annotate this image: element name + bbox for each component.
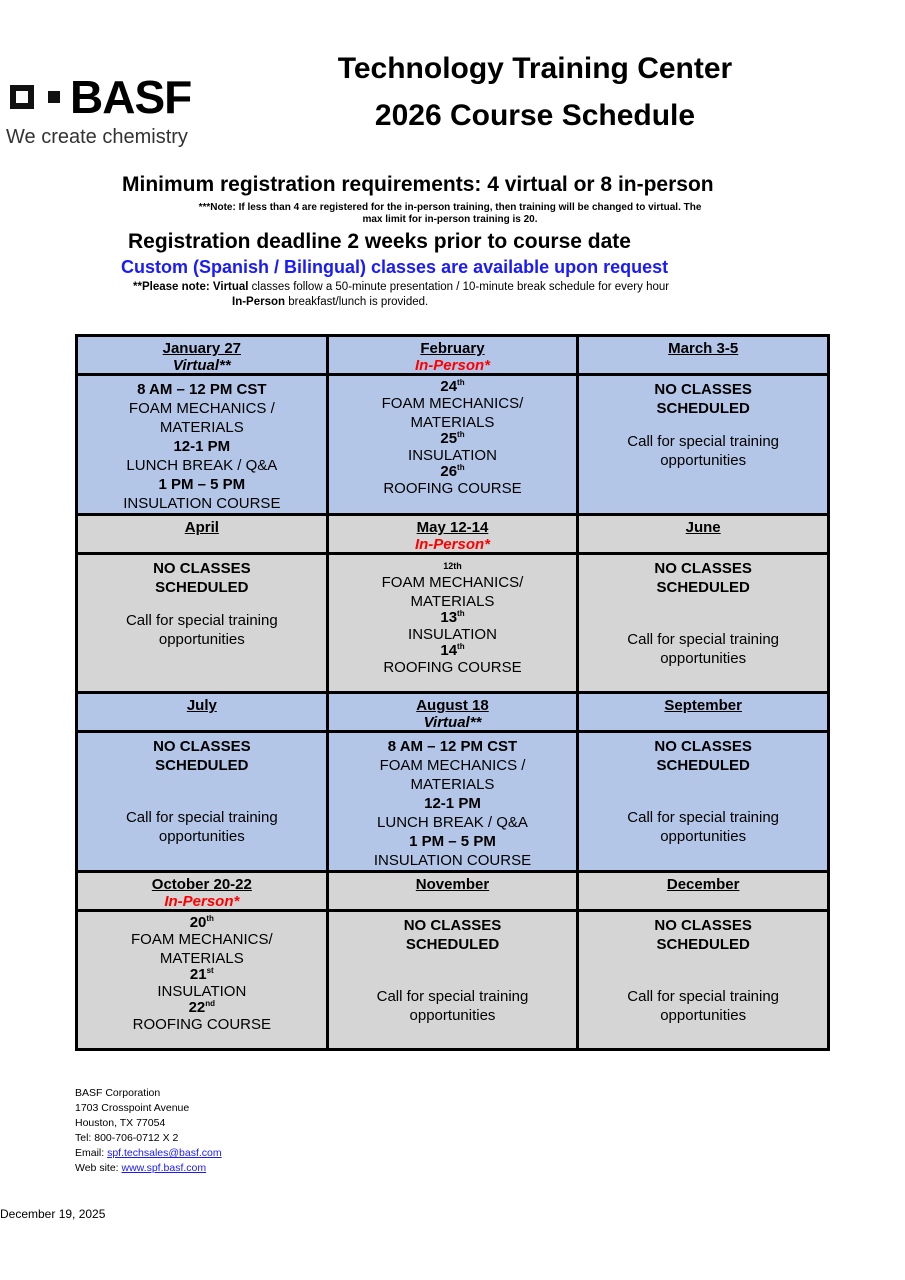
no-classes-label: SCHEDULED (656, 400, 750, 417)
month-title: March 3-5 (668, 340, 739, 357)
no-classes-label: NO CLASSES (654, 917, 752, 934)
table-row (77, 911, 829, 1050)
day-label: 25th (440, 430, 465, 447)
course-name: INSULATION (157, 983, 247, 1000)
registration-note (115, 202, 785, 226)
registration-deadline: Registration deadline 2 weeks prior to course date (128, 230, 631, 253)
no-classes-label: SCHEDULED (405, 936, 500, 953)
course-name: INSULATION (408, 447, 497, 464)
call-note: Call for special training (125, 809, 278, 826)
table-row (77, 693, 829, 732)
website-line (75, 1161, 222, 1176)
month-cell-december (578, 872, 829, 911)
note-line-2: max limit for in-person training is 20. (362, 214, 538, 225)
virtual-text: classes follow a 50-minute presentation / 10-minute break schedule for every hour (248, 281, 670, 293)
no-classes-label: NO CLASSES (153, 738, 251, 755)
course-details-april (77, 554, 328, 693)
call-note: Call for special training (627, 809, 780, 826)
no-classes-label: NO CLASSES (654, 738, 752, 755)
day-label: 22nd (188, 999, 216, 1016)
course-name: FOAM MECHANICS / (379, 757, 526, 774)
month-cell-march (578, 336, 829, 375)
address-line-1: 1703 Crosspoint Avenue (75, 1102, 190, 1114)
email-link[interactable]: spf.techsales@basf.com (107, 1147, 222, 1159)
call-note: Call for special training (627, 433, 780, 450)
day-label: 20th (189, 914, 214, 931)
email-line (75, 1146, 222, 1161)
time-slot: 1 PM – 5 PM (409, 833, 496, 850)
course-schedule-table (75, 334, 830, 1051)
mode-label: In-Person* (414, 357, 490, 374)
inperson-word: In-Person (232, 296, 286, 308)
address-line-2: Houston, TX 77054 (75, 1117, 166, 1129)
course-name: LUNCH BREAK / Q&A (377, 814, 528, 831)
course-details-june (578, 554, 829, 693)
course-details-august (327, 732, 578, 872)
day-label: 12th (443, 561, 462, 571)
table-row (77, 375, 829, 515)
day-label: 21st (189, 966, 214, 983)
company-name: BASF Corporation (75, 1087, 161, 1099)
course-details-january (77, 375, 328, 515)
inperson-text: breakfast/lunch is provided. (285, 296, 429, 308)
format-note (133, 280, 669, 310)
no-classes-label: NO CLASSES (153, 560, 251, 577)
course-name: MATERIALS (159, 419, 244, 436)
course-name: MATERIALS (159, 950, 244, 967)
call-note: opportunities (660, 452, 747, 469)
month-title: February (420, 340, 485, 357)
note-line-1: ***Note: If less than 4 are registered for the in-person training, then training will be changed to virtual. The (198, 202, 702, 213)
time-slot: 8 AM – 12 PM CST (137, 381, 267, 398)
month-cell-july (77, 693, 328, 732)
month-cell-october (77, 872, 328, 911)
course-details-october (77, 911, 328, 1050)
email-label: Email: (75, 1147, 108, 1159)
basf-logo-mark (6, 72, 221, 122)
phone-number: Tel: 800-706-0712 X 2 (75, 1132, 179, 1144)
mode-label: In-Person* (414, 536, 490, 553)
logo-wordmark: BASF (70, 71, 192, 123)
month-cell-september (578, 693, 829, 732)
call-note: Call for special training (125, 612, 278, 629)
month-title: November (415, 876, 490, 893)
page-title: Technology Training Center (337, 52, 733, 85)
time-slot: 12-1 PM (424, 795, 481, 812)
month-title: July (186, 697, 217, 714)
logo-square-icon (10, 85, 34, 109)
call-note: opportunities (660, 828, 747, 845)
table-row (77, 336, 829, 375)
course-details-december (578, 911, 829, 1050)
month-title: June (685, 519, 721, 536)
course-name: ROOFING COURSE (132, 1016, 271, 1033)
no-classes-label: SCHEDULED (656, 757, 750, 774)
month-title: May 12-14 (416, 519, 489, 536)
document-date: December 19, 2025 (0, 1207, 106, 1221)
course-name: FOAM MECHANICS/ (130, 931, 273, 948)
course-name: MATERIALS (410, 593, 495, 610)
month-cell-august (327, 693, 578, 732)
no-classes-label: NO CLASSES (403, 917, 502, 934)
course-details-february (327, 375, 578, 515)
mode-label: Virtual** (423, 714, 482, 731)
time-slot: 1 PM – 5 PM (158, 476, 246, 493)
course-name: INSULATION COURSE (123, 495, 281, 512)
course-name: MATERIALS (410, 414, 495, 431)
time-slot: 12-1 PM (173, 438, 231, 455)
please-note-label: **Please note: (133, 281, 213, 293)
course-name: ROOFING COURSE (383, 659, 522, 676)
website-link[interactable]: www.spf.basf.com (121, 1162, 207, 1174)
month-cell-april (77, 515, 328, 554)
day-label: 26th (440, 463, 465, 480)
mode-label: Virtual** (172, 357, 231, 374)
course-name: FOAM MECHANICS/ (381, 395, 524, 412)
month-title: December (666, 876, 740, 893)
course-name: INSULATION (408, 626, 497, 643)
format-note-line-1 (133, 280, 669, 295)
no-classes-label: SCHEDULED (155, 579, 249, 596)
course-name: LUNCH BREAK / Q&A (126, 457, 278, 474)
format-note-line-2 (133, 295, 669, 310)
no-classes-label: SCHEDULED (155, 757, 249, 774)
month-cell-june (578, 515, 829, 554)
month-title: September (664, 697, 742, 714)
month-title: August 18 (416, 697, 489, 714)
page-subtitle: 2026 Course Schedule (374, 99, 696, 132)
course-details-july (77, 732, 328, 872)
course-name: MATERIALS (410, 776, 495, 793)
table-row (77, 732, 829, 872)
no-classes-label: NO CLASSES (654, 381, 752, 398)
course-details-march (578, 375, 829, 515)
virtual-word: Virtual (212, 281, 249, 293)
basf-logo (6, 72, 221, 149)
no-classes-label: SCHEDULED (656, 936, 750, 953)
call-note: Call for special training (376, 988, 529, 1005)
call-note: Call for special training (627, 988, 780, 1005)
day-label: 24th (440, 378, 465, 395)
no-classes-label: SCHEDULED (656, 579, 750, 596)
month-title: January 27 (162, 340, 242, 357)
course-details-november (327, 911, 578, 1050)
logo-tagline: We create chemistry (6, 126, 188, 148)
month-cell-january (77, 336, 328, 375)
call-note: opportunities (158, 828, 245, 845)
logo-dot-icon (48, 91, 60, 103)
course-name: INSULATION COURSE (373, 852, 532, 869)
day-label: 14th (440, 642, 465, 659)
table-row (77, 515, 829, 554)
call-note: opportunities (409, 1007, 496, 1024)
table-row (77, 872, 829, 911)
custom-classes-notice: Custom (Spanish / Bilingual) classes are available upon request (121, 257, 669, 277)
course-details-may (327, 554, 578, 693)
month-cell-may (327, 515, 578, 554)
contact-footer (75, 1086, 222, 1176)
call-note: Call for special training (627, 631, 780, 648)
time-slot: 8 AM – 12 PM CST (387, 738, 518, 755)
no-classes-label: NO CLASSES (654, 560, 752, 577)
course-details-september (578, 732, 829, 872)
month-title: April (184, 519, 219, 536)
call-note: opportunities (660, 1007, 747, 1024)
table-row (77, 554, 829, 693)
month-cell-november (327, 872, 578, 911)
course-name: FOAM MECHANICS / (128, 400, 275, 417)
course-name: FOAM MECHANICS/ (381, 574, 524, 591)
call-note: opportunities (660, 650, 747, 667)
call-note: opportunities (158, 631, 245, 648)
website-label: Web site: (75, 1162, 122, 1174)
mode-label: In-Person* (164, 893, 240, 910)
min-requirements: Minimum registration requirements: 4 virtual or 8 in-person (122, 173, 714, 196)
month-cell-february (327, 336, 578, 375)
day-label: 13th (440, 609, 465, 626)
month-title: October 20-22 (151, 876, 252, 893)
course-name: ROOFING COURSE (383, 480, 522, 497)
